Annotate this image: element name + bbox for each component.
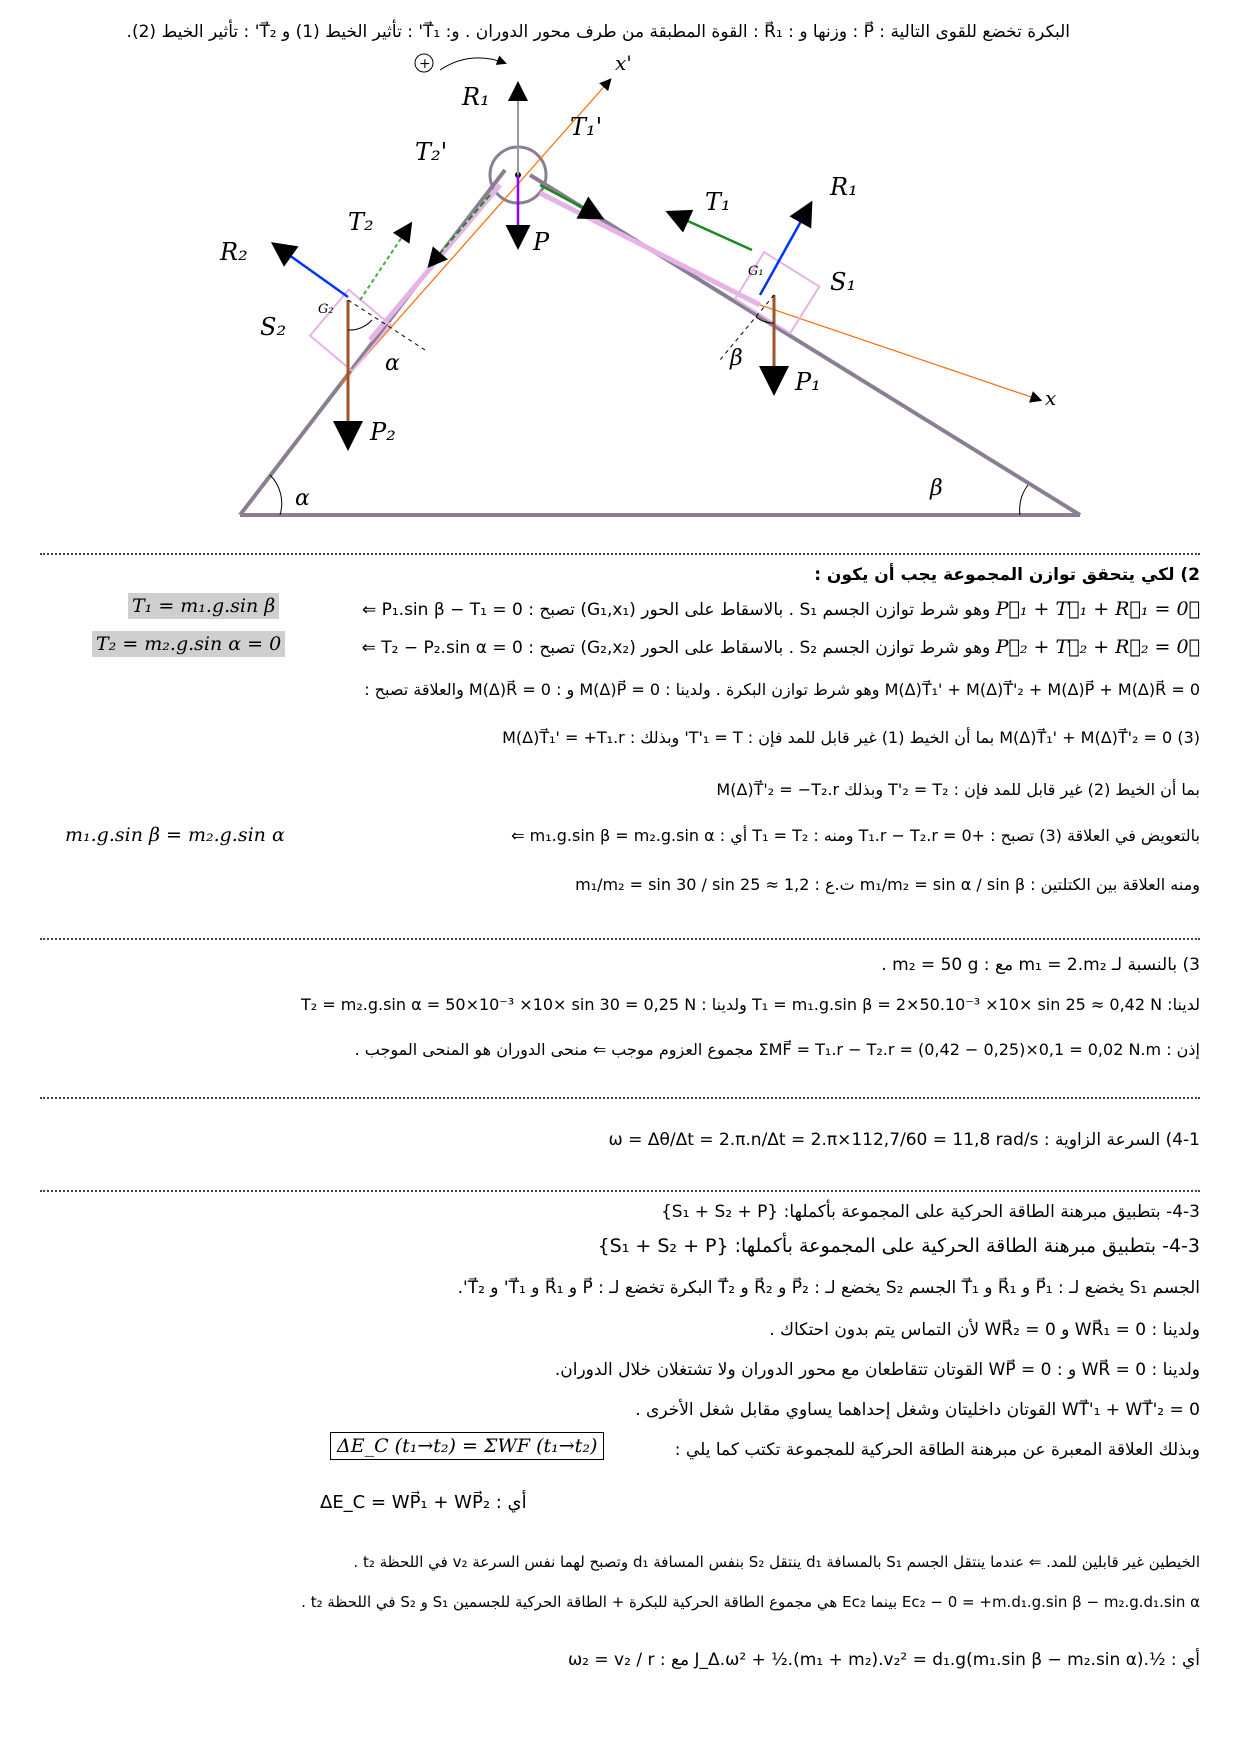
- P2-label: P₂: [370, 418, 396, 446]
- R2-label: R₂: [220, 238, 248, 266]
- separator-1: [40, 553, 1200, 555]
- section43-line9: الخيطين غير قابلين للمد. ⇐ عندما ينتقل الجسم S₁ بالمسافة d₁ ينتقل S₂ بنفس المسافة d₁ وتصبح لهما نفس السرعة v₂ في اللحظة t₂ .: [353, 1553, 1200, 1571]
- separator-4: [40, 1190, 1200, 1192]
- section4-line1: 4-1) السرعة الزاوية : ω = Δθ/Δt = 2.π.n/Δt = 2.π×112,7/60 = 11,8 rad/s: [608, 1130, 1200, 1150]
- R1-label: R₁: [830, 173, 858, 201]
- T1-arrow: [670, 213, 752, 250]
- section43-line7: وبذلك العلاقة المعبرة عن مبرهنة الطاقة الحركية للمجموعة تكتب كما يلي :: [674, 1440, 1200, 1460]
- R1-arrow: [760, 205, 810, 295]
- section2-eq3: M(Δ)T⃗₁' + M(Δ)T⃗'₂ + M(Δ)P⃗ + M(Δ)R⃗ = 0 وهو شرط توازن البكرة . ولدينا : M(Δ)P⃗ = 0 و : M(Δ)R⃗ = 0 والعلاقة تصبح :: [364, 680, 1200, 699]
- section3-line1: 3) بالنسبة لـ m₁ = 2.m₂ مع : m₂ = 50 g .: [881, 955, 1200, 975]
- section43-line10: Ec₂ − 0 = +m.d₁.g.sin β − m₂.g.d₁.sin α بينما Ec₂ هي مجموع الطاقة الحركية للبكرة + الطاقة الحركية للجسمين S₁ و S₂ في اللحظة t₂ .: [301, 1593, 1200, 1611]
- R1-top-label: R₁: [462, 83, 490, 111]
- section2-eq4: (3) M(Δ)T⃗₁' + M(Δ)T⃗'₂ = 0 بما أن الخيط (1) غير قابل للمد فإن : T'₁ = T' وبذلك : M(Δ)T⃗₁' = +T₁.r: [502, 728, 1200, 747]
- section2-eq1-result: T₁ = m₁.g.sin β: [128, 595, 279, 617]
- intro-text: البكرة تخضع للقوى التالية : P⃗ : وزنها و : R⃗₁ : القوة المطبقة من طرف محور الدوران . و: T⃗₁' : تأثير الخيط (1) و T⃗₂' : تأثير الخيط (2).: [126, 22, 1070, 42]
- section2-eq6: بالتعويض في العلاقة (3) تصبح : +T₁.r − T₂.r = 0 ومنه : T₁ = T₂ أي : m₁.g.sin β = m₂.g.sin α ⇐: [511, 826, 1200, 845]
- section2-title: 2) لكي يتحقق توازن المجموعة يجب أن يكون :: [814, 565, 1200, 585]
- T2p-label: T₂': [415, 138, 448, 166]
- alpha-top-label: α: [385, 351, 400, 376]
- section43-line11: أي : ½.J_Δ.ω² + ½.(m₁ + m₂).v₂² = d₁.g(m₁.sin β − m₂.sin α) مع : ω₂ = v₂ / r: [567, 1650, 1200, 1670]
- T1p-label: T₁': [570, 113, 603, 141]
- section43-box: ΔE_C (t₁→t₂) = ΣWF (t₁→t₂): [330, 1432, 604, 1460]
- P-label: P: [533, 228, 550, 256]
- beta-base-label: β: [930, 476, 943, 501]
- alpha-base-label: α: [295, 486, 310, 511]
- section2-eq6-result: m₁.g.sin β = m₂.g.sin α: [65, 824, 285, 846]
- S1-label: S₁: [830, 268, 857, 296]
- inclined-planes-figure: [200, 45, 1100, 535]
- section3-line2: لدينا: T₁ = m₁.g.sin β = 2×50.10⁻³ ×10× sin 25 ≈ 0,42 N ولدينا : T₂ = m₂.g.sin α = 50×10⁻³ ×10× sin 30 = 0,25 N: [300, 995, 1200, 1014]
- T1p-arrow: [540, 185, 600, 217]
- section43-line1: 4-3- بتطبيق مبرهنة الطاقة الحركية على المجموعة بأكملها: {S₁ + S₂ + P}: [660, 1202, 1200, 1222]
- T1-label: T₁: [705, 188, 731, 216]
- section2-eq7: ومنه العلاقة بين الكتلتين : m₁/m₂ = sin α / sin β ت.ع : m₁/m₂ = sin 30 / sin 25 ≈ 1,2: [575, 875, 1200, 894]
- x-label: x: [1045, 386, 1057, 410]
- section43-line2: 4-3- بتطبيق مبرهنة الطاقة الحركية على المجموعة بأكملها: {S₁ + S₂ + P}: [597, 1235, 1200, 1257]
- section43-line4: ولدينا : WR⃗₁ = 0 و WR⃗₂ = 0 لأن التماس يتم بدون احتكاك .: [769, 1320, 1200, 1340]
- section3-line3: إذن : ΣMF⃗ = T₁.r − T₂.r = (0,42 − 0,25)×0,1 = 0,02 N.m مجموع العزوم موجب ⇐ منحى الدوران هو المنحى الموجب .: [354, 1040, 1200, 1059]
- section43-line6: WT⃗'₁ + WT⃗'₂ = 0 القوتان داخليتان وشغل إحداهما يساوي مقابل شغل الأخرى .: [635, 1400, 1200, 1420]
- section2-eq5: بما أن الخيط (2) غير قابل للمد فإن : T'₂ = T₂ وبذلك M(Δ)T⃗'₂ = −T₂.r: [716, 780, 1200, 799]
- plus-label: +: [419, 56, 431, 72]
- right-slope: [530, 175, 1080, 515]
- R2-arrow: [275, 245, 348, 297]
- separator-2: [40, 938, 1200, 940]
- G2-label: G₂: [318, 302, 334, 317]
- section2-eq2: P⃗₂ + T⃗₂ + R⃗₂ = 0⃗ وهو شرط توازن الجسم S₂ . بالاسقاط على الحور (G₂,x₂) تصبح : T₂ − P₂.sin α = 0 ⇐: [361, 636, 1200, 658]
- separator-3: [40, 1097, 1200, 1099]
- section2-eq1: P⃗₁ + T⃗₁ + R⃗₁ = 0⃗ وهو شرط توازن الجسم S₁ . بالاسقاط على الحور (G₁,x₁) تصبح : P₁.sin β − T₁ = 0 ⇐: [361, 598, 1200, 620]
- P1-label: P₁: [795, 368, 821, 396]
- section43-line5: ولدينا : WR⃗ = 0 و : WP⃗ = 0 القوتان تتقاطعان مع محور الدوران ولا تشتغلان خلال الدوران.: [554, 1360, 1200, 1380]
- T2-label: T₂: [348, 208, 374, 236]
- S2-label: S₂: [260, 313, 287, 341]
- xprime-label: x': [615, 51, 632, 75]
- T2-arrow: [360, 225, 410, 300]
- beta-top-label: β: [730, 346, 743, 371]
- section43-line3: الجسم S₁ يخضع لـ : P⃗₁ و R⃗₁ و T⃗₁ الجسم S₂ يخضع لـ : P⃗₂ و R⃗₂ و T⃗₂ البكرة تخضع لـ : P⃗ و R⃗₁ و T⃗₁' و T⃗₂'.: [457, 1278, 1200, 1298]
- section43-line8: أي : ΔE_C = WP⃗₁ + WP⃗₂: [320, 1492, 527, 1513]
- section2-eq2-result: T₂ = m₂.g.sin α = 0: [92, 633, 285, 655]
- G1-label: G₁: [748, 264, 764, 279]
